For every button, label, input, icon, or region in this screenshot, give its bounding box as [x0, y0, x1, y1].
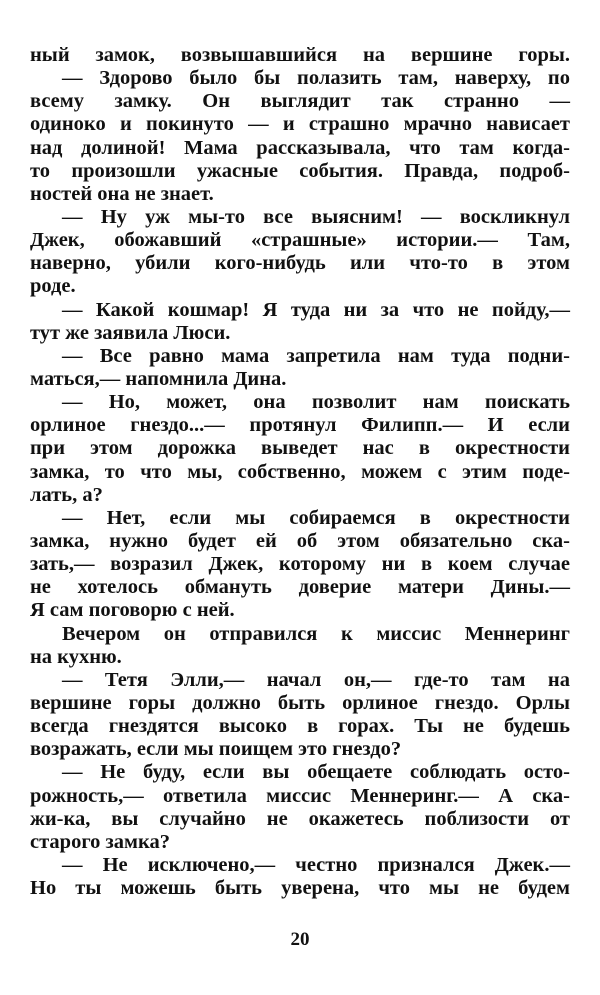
text-line: — Не буду, если вы обещаете соблюдать осто- — [62, 761, 570, 784]
text-line: всему замку. Он выглядит так странно — — [30, 90, 570, 113]
text-line: — Нет, если мы собираемся в окрестности — [62, 506, 570, 529]
text-line: орлиное гнездо...— протянул Филипп.— И если — [30, 414, 570, 437]
text-line: Я сам поговорю с ней. — [30, 599, 235, 622]
text-line: маться,— напомнила Дина. — [30, 367, 287, 390]
text-line: рожность,— ответила миссис Меннеринг.— А ска- — [30, 784, 570, 807]
text-line: ностей она не знает. — [30, 182, 214, 205]
text-line: роде. — [30, 275, 76, 298]
text-line: лать, а? — [30, 483, 103, 506]
text-line: — Но, может, она позволит нам поискать — [62, 391, 570, 414]
page-number: 20 — [290, 929, 310, 950]
text-line: замка, нужно будет ей об этом обязательно ска- — [30, 529, 570, 552]
text-line: наверно, убили кого-нибудь или что-то в этом — [30, 252, 570, 275]
text-line: — Все равно мама запретила нам туда подни- — [62, 344, 570, 367]
text-line: одиноко и покинуто — и страшно мрачно нависает — [30, 113, 570, 136]
text-line: замка, то что мы, собственно, можем с этим поде- — [30, 460, 570, 483]
text-line: не хотелось обмануть доверие матери Дины.— — [30, 576, 570, 599]
text-line: Джек, обожавший «страшные» истории.— Там, — [30, 229, 570, 252]
text-line: ный замок, возвышавшийся на вершине горы. — [30, 44, 570, 66]
text-line: Но ты можешь быть уверена, что мы не будем — [30, 877, 570, 900]
text-line: на кухню. — [30, 645, 122, 668]
text-line: Вечером он отправился к миссис Меннеринг — [62, 622, 570, 645]
text-line: тут же заявила Люси. — [30, 321, 231, 344]
text-line: всегда гнездятся высоко в горах. Ты не будешь — [30, 715, 570, 738]
text-line: — Здорово было бы полазить там, наверху, по — [62, 67, 570, 90]
text-line: — Не исключено,— честно признался Джек.— — [62, 853, 570, 876]
text-line: старого замка? — [30, 830, 170, 853]
text-line: — Ну уж мы-то все выясним! — воскликнул — [62, 205, 570, 228]
text-line: вершине горы должно быть орлиное гнездо. Орлы — [30, 691, 570, 714]
text-line: то произошли ужасные события. Правда, подроб- — [30, 159, 570, 182]
book-page-text — [30, 44, 570, 900]
text-line: возражать, если мы поищем это гнездо? — [30, 738, 402, 761]
text-line: при этом дорожка выведет нас в окрестности — [30, 437, 570, 460]
text-line: — Какой кошмар! Я туда ни за что не пойду,— — [62, 298, 570, 321]
text-line: над долиной! Мама рассказывала, что там когда- — [30, 136, 570, 159]
text-line: зать,— возразил Джек, которому ни в коем случае — [30, 553, 570, 576]
text-line: жи-ка, вы случайно не окажетесь поблизости от — [30, 807, 570, 830]
text-line: — Тетя Элли,— начал он,— где-то там на — [62, 668, 570, 691]
